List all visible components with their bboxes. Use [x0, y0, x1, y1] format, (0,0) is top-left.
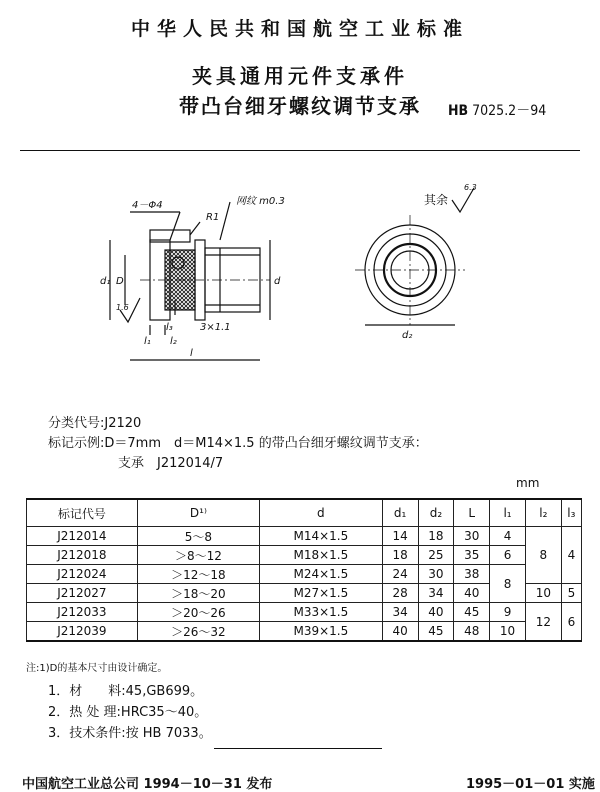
- header-l2: l₂: [525, 499, 561, 527]
- cell-L: 30: [454, 527, 490, 546]
- table-row: [27, 622, 582, 642]
- header-D: D¹⁾: [137, 499, 259, 527]
- footnote: 注:1)D的基本尺寸由设计确定。: [26, 663, 168, 674]
- marking-example: 标记示例:D＝7mm d＝M14×1.5 的带凸台细牙螺纹调节支承：: [48, 436, 428, 451]
- cell-l3: 5: [561, 584, 581, 603]
- cell-d: M18×1.5: [260, 546, 383, 565]
- cell-D: 5～8: [137, 527, 259, 546]
- cell-L: 45: [454, 603, 490, 622]
- cell-d1: 28: [382, 584, 418, 603]
- cell-code: J212024: [27, 565, 138, 584]
- cell-d: M14×1.5: [260, 527, 383, 546]
- table-row: [27, 565, 582, 584]
- cell-l2: 8: [525, 527, 561, 584]
- label-l: l: [190, 348, 193, 359]
- cell-d2: 45: [418, 622, 454, 642]
- standard-prefix: HB: [448, 103, 469, 119]
- cell-l2: 12: [525, 603, 561, 642]
- standard-number: [448, 100, 546, 120]
- cell-D: ＞12～18: [137, 565, 259, 584]
- cell-l2: 10: [525, 584, 561, 603]
- cell-d2: 30: [418, 565, 454, 584]
- cell-d2: 25: [418, 546, 454, 565]
- label-d: d: [274, 276, 281, 287]
- bottom-rule: [214, 748, 382, 749]
- label-rest: 其余: [424, 193, 449, 207]
- header-l1: l₁: [490, 499, 526, 527]
- header-d1: d₁: [382, 499, 418, 527]
- cell-D: ＞20～26: [137, 603, 259, 622]
- cell-D: ＞8～12: [137, 546, 259, 565]
- cell-D: ＞18～20: [137, 584, 259, 603]
- label-l2: l₂: [170, 336, 177, 347]
- standard-code: 7025.2－94: [472, 103, 547, 119]
- title-line-2: 带凸台细牙螺纹调节支承: [179, 94, 421, 118]
- cell-d1: 24: [382, 565, 418, 584]
- spec-table: [26, 498, 582, 642]
- header-l3: l₃: [561, 499, 581, 527]
- implementation-date: 1995－01－01 实施: [466, 777, 595, 792]
- label-4phi4: 4－Φ4: [132, 200, 163, 211]
- cell-code: J212027: [27, 584, 138, 603]
- cell-d: M27×1.5: [260, 584, 383, 603]
- requirement-technical: 3．技术条件:按 HB 7033。: [48, 726, 212, 741]
- issue-date: 中国航空工业总公司 1994－10－31 发布: [22, 777, 273, 792]
- table-row: [27, 527, 582, 546]
- cell-l1: 6: [490, 546, 526, 565]
- cell-l1: 8: [490, 565, 526, 603]
- cell-l1: 9: [490, 603, 526, 622]
- cell-l3: 6: [561, 603, 581, 642]
- cell-L: 40: [454, 584, 490, 603]
- classification-code: 分类代号:J2120: [48, 416, 142, 431]
- standard-org-header: 中华人民共和国航空工业标准: [130, 18, 469, 40]
- cell-l3: 4: [561, 527, 581, 584]
- label-knurl: 网纹 m0.3: [236, 196, 285, 207]
- cell-d1: 18: [382, 546, 418, 565]
- label-d1: d₁: [100, 276, 111, 287]
- cell-L: 38: [454, 565, 490, 584]
- cell-d1: 34: [382, 603, 418, 622]
- label-rough-left: 1.6: [116, 303, 129, 312]
- cell-d: M24×1.5: [260, 565, 383, 584]
- top-rule: [20, 150, 580, 151]
- header-d2: d₂: [418, 499, 454, 527]
- label-rough: 6.3: [464, 183, 477, 192]
- title-line-1: 夹具通用元件支承件: [192, 64, 408, 88]
- cell-d2: 40: [418, 603, 454, 622]
- cell-d1: 14: [382, 527, 418, 546]
- table-header-row: [27, 499, 582, 527]
- cell-code: J212039: [27, 622, 138, 642]
- header-d: d: [260, 499, 383, 527]
- label-d2: d₂: [402, 330, 413, 341]
- table-row: [27, 603, 582, 622]
- cell-d2: 34: [418, 584, 454, 603]
- label-chamfer: 3×1.1: [200, 322, 231, 333]
- cell-code: J212018: [27, 546, 138, 565]
- cell-code: J212014: [27, 527, 138, 546]
- cell-l1: 4: [490, 527, 526, 546]
- label-r1: R1: [206, 212, 220, 223]
- label-D: D: [116, 276, 124, 287]
- marking-value: 支承 J212014/7: [118, 456, 224, 471]
- requirement-heat-treatment: 2．热 处 理:HRC35～40。: [48, 705, 208, 720]
- technical-drawing: [20, 160, 580, 400]
- cell-l1: 10: [490, 622, 526, 642]
- cell-L: 35: [454, 546, 490, 565]
- cell-d: M39×1.5: [260, 622, 383, 642]
- label-l3: l₃: [166, 322, 173, 333]
- requirement-material: 1．材 料:45,GB699。: [48, 684, 204, 699]
- label-l1: l₁: [144, 336, 151, 347]
- header-code: 标记代号: [27, 499, 138, 527]
- cell-code: J212033: [27, 603, 138, 622]
- cell-L: 48: [454, 622, 490, 642]
- cell-d1: 40: [382, 622, 418, 642]
- unit-label: mm: [516, 476, 540, 490]
- table-row: [27, 546, 582, 565]
- cell-d2: 18: [418, 527, 454, 546]
- header-L: L: [454, 499, 490, 527]
- cell-D: ＞26～32: [137, 622, 259, 642]
- cell-d: M33×1.5: [260, 603, 383, 622]
